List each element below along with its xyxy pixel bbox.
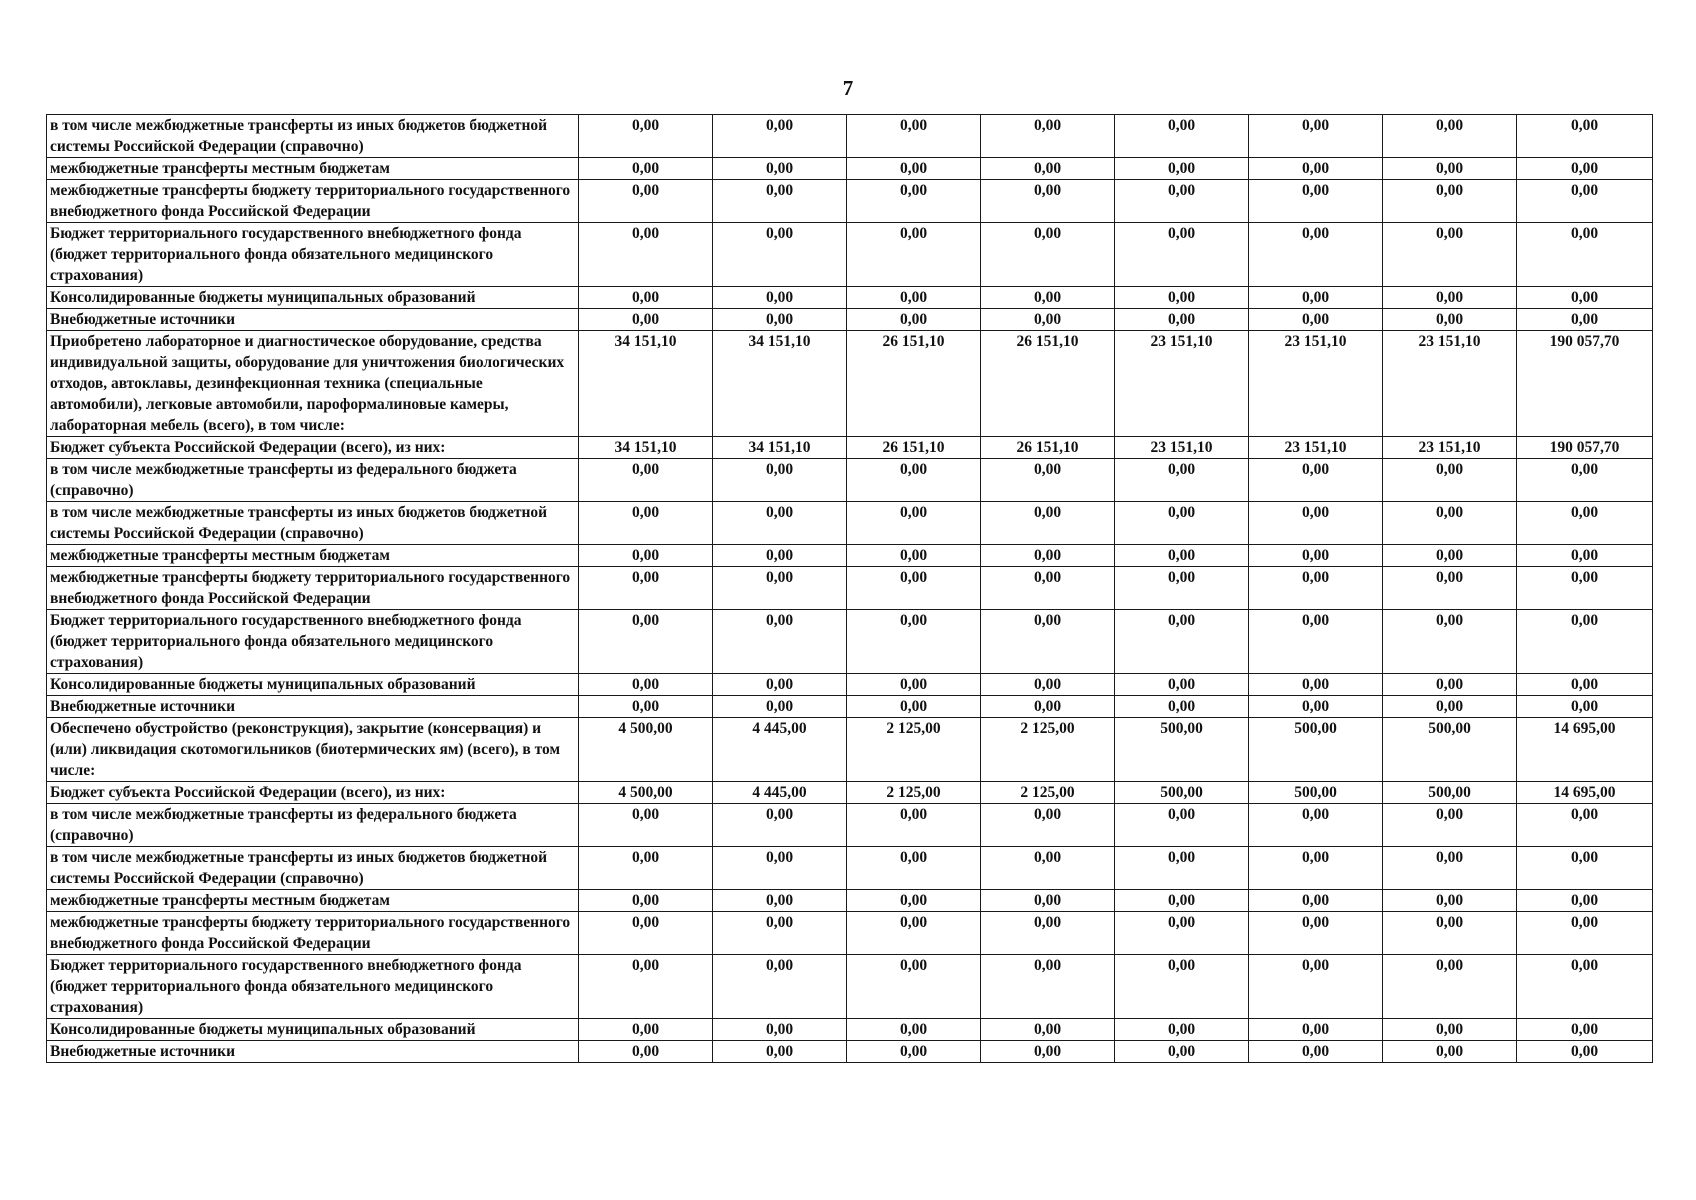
value-cell: 0,00	[847, 309, 981, 331]
value-cell: 0,00	[981, 912, 1115, 955]
value-cell: 0,00	[1383, 610, 1517, 674]
table-row	[47, 437, 1653, 459]
value-cell: 0,00	[1249, 610, 1383, 674]
value-cell: 0,00	[579, 158, 713, 180]
value-cell: 0,00	[1249, 309, 1383, 331]
value-cell: 500,00	[1383, 782, 1517, 804]
value-cell: 0,00	[981, 287, 1115, 309]
value-cell: 0,00	[847, 610, 981, 674]
value-cell: 0,00	[1249, 223, 1383, 287]
value-cell: 0,00	[1115, 459, 1249, 502]
value-cell: 0,00	[1115, 158, 1249, 180]
value-cell: 0,00	[1115, 674, 1249, 696]
value-cell: 0,00	[981, 674, 1115, 696]
value-cell: 0,00	[713, 674, 847, 696]
table-row	[47, 804, 1653, 847]
value-cell: 0,00	[1383, 1019, 1517, 1041]
value-cell: 0,00	[1517, 545, 1653, 567]
value-cell: 0,00	[579, 890, 713, 912]
value-cell: 0,00	[1249, 912, 1383, 955]
value-cell: 0,00	[1249, 847, 1383, 890]
value-cell: 0,00	[579, 287, 713, 309]
value-cell: 0,00	[1383, 459, 1517, 502]
value-cell: 23 151,10	[1249, 331, 1383, 437]
value-cell: 0,00	[1249, 1019, 1383, 1041]
value-cell: 0,00	[1115, 955, 1249, 1019]
value-cell: 26 151,10	[981, 331, 1115, 437]
value-cell: 0,00	[1115, 502, 1249, 545]
value-cell: 0,00	[981, 567, 1115, 610]
value-cell: 0,00	[1383, 545, 1517, 567]
value-cell: 0,00	[1517, 309, 1653, 331]
page-number: 7	[842, 76, 854, 100]
value-cell: 0,00	[1115, 890, 1249, 912]
value-cell: 4 500,00	[579, 782, 713, 804]
row-label: в том числе межбюджетные трансферты из иных бюджетов бюджетной системы Российской Федерации (справочно)	[47, 115, 579, 158]
value-cell: 0,00	[1115, 223, 1249, 287]
value-cell: 0,00	[713, 696, 847, 718]
value-cell: 0,00	[847, 912, 981, 955]
value-cell: 0,00	[1115, 1041, 1249, 1063]
value-cell: 0,00	[847, 890, 981, 912]
value-cell: 0,00	[1383, 696, 1517, 718]
value-cell: 0,00	[847, 1041, 981, 1063]
table-row	[47, 287, 1653, 309]
value-cell: 0,00	[847, 158, 981, 180]
value-cell: 0,00	[1383, 309, 1517, 331]
value-cell: 0,00	[579, 1041, 713, 1063]
table-row	[47, 610, 1653, 674]
value-cell: 0,00	[713, 459, 847, 502]
table-row	[47, 955, 1653, 1019]
value-cell: 0,00	[1517, 287, 1653, 309]
value-cell: 0,00	[1517, 158, 1653, 180]
value-cell: 0,00	[847, 696, 981, 718]
value-cell: 0,00	[847, 545, 981, 567]
value-cell: 0,00	[579, 696, 713, 718]
value-cell: 0,00	[1383, 912, 1517, 955]
value-cell: 0,00	[1249, 180, 1383, 223]
value-cell: 0,00	[1517, 610, 1653, 674]
value-cell: 0,00	[1115, 847, 1249, 890]
value-cell: 0,00	[1517, 912, 1653, 955]
row-label: Консолидированные бюджеты муниципальных образований	[47, 1019, 579, 1041]
value-cell: 14 695,00	[1517, 718, 1653, 782]
value-cell: 500,00	[1115, 718, 1249, 782]
value-cell: 0,00	[1249, 1041, 1383, 1063]
value-cell: 4 445,00	[713, 782, 847, 804]
value-cell: 190 057,70	[1517, 331, 1653, 437]
value-cell: 0,00	[1383, 115, 1517, 158]
value-cell: 0,00	[1517, 804, 1653, 847]
table-row	[47, 309, 1653, 331]
value-cell: 190 057,70	[1517, 437, 1653, 459]
value-cell: 0,00	[1115, 804, 1249, 847]
value-cell: 23 151,10	[1249, 437, 1383, 459]
table-row	[47, 912, 1653, 955]
value-cell: 26 151,10	[847, 437, 981, 459]
value-cell: 0,00	[579, 545, 713, 567]
value-cell: 0,00	[579, 223, 713, 287]
row-label: межбюджетные трансферты бюджету территориального государственного внебюджетного фонда Российской Федерации	[47, 567, 579, 610]
value-cell: 0,00	[847, 180, 981, 223]
row-label: Бюджет территориального государственного внебюджетного фонда (бюджет территориального фонда обязательного медицинского страхования)	[47, 955, 579, 1019]
value-cell: 0,00	[1115, 545, 1249, 567]
row-label: в том числе межбюджетные трансферты из иных бюджетов бюджетной системы Российской Федерации (справочно)	[47, 847, 579, 890]
value-cell: 0,00	[713, 180, 847, 223]
value-cell: 0,00	[1115, 1019, 1249, 1041]
value-cell: 0,00	[713, 545, 847, 567]
value-cell: 0,00	[1383, 180, 1517, 223]
value-cell: 0,00	[1383, 955, 1517, 1019]
value-cell: 0,00	[713, 955, 847, 1019]
value-cell: 0,00	[1517, 180, 1653, 223]
table-row	[47, 718, 1653, 782]
value-cell: 0,00	[713, 309, 847, 331]
budget-table	[46, 114, 1653, 1063]
value-cell: 26 151,10	[981, 437, 1115, 459]
value-cell: 0,00	[847, 459, 981, 502]
table-row	[47, 696, 1653, 718]
value-cell: 0,00	[1115, 610, 1249, 674]
value-cell: 0,00	[579, 912, 713, 955]
value-cell: 0,00	[1383, 674, 1517, 696]
value-cell: 0,00	[1517, 223, 1653, 287]
row-label: межбюджетные трансферты местным бюджетам	[47, 158, 579, 180]
value-cell: 500,00	[1249, 782, 1383, 804]
value-cell: 26 151,10	[847, 331, 981, 437]
value-cell: 0,00	[847, 567, 981, 610]
value-cell: 0,00	[847, 287, 981, 309]
value-cell: 0,00	[1249, 459, 1383, 502]
table-row	[47, 331, 1653, 437]
value-cell: 0,00	[981, 545, 1115, 567]
value-cell: 0,00	[1249, 158, 1383, 180]
value-cell: 0,00	[713, 1041, 847, 1063]
value-cell: 2 125,00	[981, 718, 1115, 782]
value-cell: 0,00	[1383, 502, 1517, 545]
table-row	[47, 545, 1653, 567]
value-cell: 0,00	[1249, 567, 1383, 610]
value-cell: 0,00	[1115, 912, 1249, 955]
value-cell: 0,00	[981, 804, 1115, 847]
value-cell: 0,00	[981, 502, 1115, 545]
value-cell: 0,00	[1249, 955, 1383, 1019]
value-cell: 23 151,10	[1383, 437, 1517, 459]
value-cell: 4 500,00	[579, 718, 713, 782]
row-label: Консолидированные бюджеты муниципальных образований	[47, 287, 579, 309]
value-cell: 14 695,00	[1517, 782, 1653, 804]
value-cell: 0,00	[1249, 545, 1383, 567]
value-cell: 0,00	[579, 309, 713, 331]
value-cell: 500,00	[1383, 718, 1517, 782]
value-cell: 2 125,00	[847, 782, 981, 804]
row-label: Бюджет субъекта Российской Федерации (всего), из них:	[47, 782, 579, 804]
value-cell: 0,00	[1383, 1041, 1517, 1063]
value-cell: 0,00	[579, 115, 713, 158]
row-label: межбюджетные трансферты местным бюджетам	[47, 890, 579, 912]
row-label: Обеспечено обустройство (реконструкция), закрытие (консервация) и (или) ликвидация скотомогильников (биотермических ям) (всего), в том числе:	[47, 718, 579, 782]
row-label: в том числе межбюджетные трансферты из иных бюджетов бюджетной системы Российской Федерации (справочно)	[47, 502, 579, 545]
value-cell: 0,00	[1115, 180, 1249, 223]
row-label: Внебюджетные источники	[47, 1041, 579, 1063]
value-cell: 0,00	[1517, 955, 1653, 1019]
value-cell: 0,00	[713, 567, 847, 610]
value-cell: 0,00	[713, 610, 847, 674]
value-cell: 0,00	[713, 890, 847, 912]
value-cell: 0,00	[1249, 804, 1383, 847]
value-cell: 0,00	[1249, 674, 1383, 696]
value-cell: 0,00	[981, 180, 1115, 223]
value-cell: 0,00	[713, 847, 847, 890]
value-cell: 0,00	[579, 1019, 713, 1041]
value-cell: 0,00	[1517, 674, 1653, 696]
value-cell: 2 125,00	[847, 718, 981, 782]
value-cell: 0,00	[981, 847, 1115, 890]
value-cell: 0,00	[847, 804, 981, 847]
value-cell: 0,00	[713, 223, 847, 287]
value-cell: 0,00	[1517, 567, 1653, 610]
value-cell: 34 151,10	[579, 437, 713, 459]
value-cell: 23 151,10	[1115, 437, 1249, 459]
value-cell: 0,00	[1517, 696, 1653, 718]
value-cell: 0,00	[713, 158, 847, 180]
row-label: в том числе межбюджетные трансферты из федерального бюджета (справочно)	[47, 459, 579, 502]
value-cell: 0,00	[1383, 804, 1517, 847]
value-cell: 0,00	[1249, 890, 1383, 912]
budget-table-body	[47, 115, 1653, 1063]
value-cell: 0,00	[847, 955, 981, 1019]
value-cell: 500,00	[1249, 718, 1383, 782]
value-cell: 23 151,10	[1115, 331, 1249, 437]
value-cell: 0,00	[1517, 459, 1653, 502]
table-row	[47, 847, 1653, 890]
value-cell: 0,00	[713, 804, 847, 847]
value-cell: 0,00	[1517, 847, 1653, 890]
value-cell: 0,00	[981, 1041, 1115, 1063]
value-cell: 0,00	[1115, 309, 1249, 331]
value-cell: 2 125,00	[981, 782, 1115, 804]
value-cell: 0,00	[1249, 502, 1383, 545]
table-row	[47, 180, 1653, 223]
value-cell: 0,00	[579, 180, 713, 223]
value-cell: 0,00	[579, 502, 713, 545]
value-cell: 0,00	[847, 847, 981, 890]
value-cell: 0,00	[981, 890, 1115, 912]
value-cell: 0,00	[847, 223, 981, 287]
value-cell: 0,00	[1115, 115, 1249, 158]
table-row	[47, 115, 1653, 158]
value-cell: 0,00	[1517, 1041, 1653, 1063]
table-row	[47, 567, 1653, 610]
table-row	[47, 1019, 1653, 1041]
table-row	[47, 502, 1653, 545]
value-cell: 0,00	[981, 158, 1115, 180]
value-cell: 500,00	[1115, 782, 1249, 804]
value-cell: 0,00	[1517, 890, 1653, 912]
row-label: Бюджет субъекта Российской Федерации (всего), из них:	[47, 437, 579, 459]
table-row	[47, 1041, 1653, 1063]
value-cell: 4 445,00	[713, 718, 847, 782]
value-cell: 0,00	[847, 502, 981, 545]
value-cell: 0,00	[1383, 223, 1517, 287]
value-cell: 0,00	[579, 804, 713, 847]
value-cell: 0,00	[1517, 1019, 1653, 1041]
value-cell: 0,00	[1249, 287, 1383, 309]
value-cell: 0,00	[847, 115, 981, 158]
value-cell: 0,00	[713, 502, 847, 545]
value-cell: 0,00	[713, 115, 847, 158]
value-cell: 0,00	[1383, 890, 1517, 912]
row-label: Приобретено лабораторное и диагностическое оборудование, средства индивидуальной защиты, оборудование для уничтожения биологических отходов, автоклавы, дезинфекционная техника (специальные автомобили), легковые автомобили, пароформалиновые камеры, лабораторная мебель (всего), в том числе:	[47, 331, 579, 437]
value-cell: 0,00	[713, 1019, 847, 1041]
row-label: межбюджетные трансферты бюджету территориального государственного внебюджетного фонда Российской Федерации	[47, 180, 579, 223]
value-cell: 23 151,10	[1383, 331, 1517, 437]
value-cell: 0,00	[579, 567, 713, 610]
value-cell: 0,00	[981, 223, 1115, 287]
row-label: Внебюджетные источники	[47, 309, 579, 331]
table-row	[47, 459, 1653, 502]
value-cell: 0,00	[1115, 287, 1249, 309]
row-label: Внебюджетные источники	[47, 696, 579, 718]
value-cell: 0,00	[981, 696, 1115, 718]
value-cell: 0,00	[579, 955, 713, 1019]
value-cell: 0,00	[1115, 696, 1249, 718]
value-cell: 0,00	[1383, 567, 1517, 610]
value-cell: 0,00	[579, 674, 713, 696]
row-label: межбюджетные трансферты бюджету территориального государственного внебюджетного фонда Российской Федерации	[47, 912, 579, 955]
value-cell: 0,00	[981, 610, 1115, 674]
value-cell: 0,00	[1517, 502, 1653, 545]
value-cell: 34 151,10	[713, 437, 847, 459]
value-cell: 0,00	[1517, 115, 1653, 158]
value-cell: 0,00	[579, 610, 713, 674]
value-cell: 0,00	[1115, 567, 1249, 610]
value-cell: 0,00	[981, 309, 1115, 331]
value-cell: 0,00	[579, 847, 713, 890]
value-cell: 0,00	[1249, 696, 1383, 718]
value-cell: 0,00	[981, 115, 1115, 158]
value-cell: 0,00	[847, 674, 981, 696]
value-cell: 0,00	[847, 1019, 981, 1041]
value-cell: 0,00	[981, 1019, 1115, 1041]
table-row	[47, 782, 1653, 804]
value-cell: 0,00	[1249, 115, 1383, 158]
table-row	[47, 890, 1653, 912]
row-label: Бюджет территориального государственного внебюджетного фонда (бюджет территориального фонда обязательного медицинского страхования)	[47, 610, 579, 674]
value-cell: 0,00	[579, 459, 713, 502]
table-row	[47, 674, 1653, 696]
value-cell: 0,00	[1383, 158, 1517, 180]
row-label: Бюджет территориального государственного внебюджетного фонда (бюджет территориального фонда обязательного медицинского страхования)	[47, 223, 579, 287]
value-cell: 34 151,10	[579, 331, 713, 437]
value-cell: 34 151,10	[713, 331, 847, 437]
value-cell: 0,00	[713, 912, 847, 955]
value-cell: 0,00	[981, 955, 1115, 1019]
value-cell: 0,00	[1383, 847, 1517, 890]
value-cell: 0,00	[713, 287, 847, 309]
table-row	[47, 158, 1653, 180]
row-label: межбюджетные трансферты местным бюджетам	[47, 545, 579, 567]
row-label: Консолидированные бюджеты муниципальных образований	[47, 674, 579, 696]
table-row	[47, 223, 1653, 287]
row-label: в том числе межбюджетные трансферты из федерального бюджета (справочно)	[47, 804, 579, 847]
value-cell: 0,00	[981, 459, 1115, 502]
value-cell: 0,00	[1383, 287, 1517, 309]
